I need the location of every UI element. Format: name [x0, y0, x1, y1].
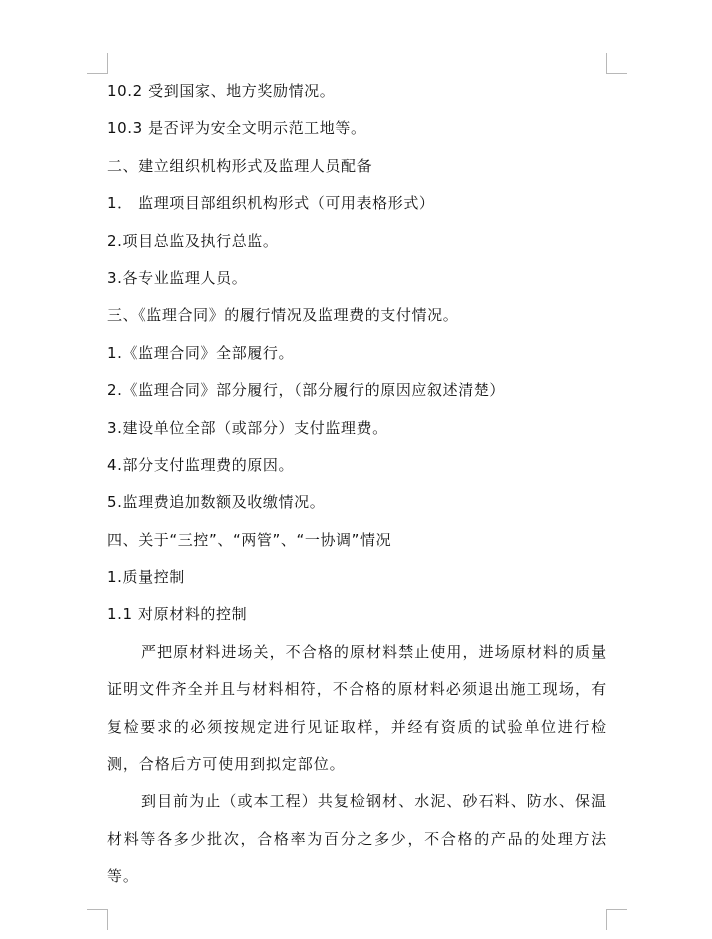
- list-item: 1． 监理项目部组织机构形式（可用表格形式）: [107, 194, 435, 213]
- list-item: 3.各专业监理人员。: [107, 268, 248, 287]
- document-body: [107, 78, 607, 896]
- crop-mark-top-right: [606, 53, 627, 74]
- crop-mark-bottom-right: [606, 909, 627, 930]
- list-item: 4.部分支付监理费的原因。: [107, 455, 295, 474]
- list-item: 3.建设单位全部（或部分）支付监理费。: [107, 418, 388, 437]
- section-heading-3: 三、《监理合同》的履行情况及监理费的支付情况。: [107, 306, 459, 325]
- list-item: 1.《监理合同》全部履行。: [107, 343, 295, 362]
- paragraph-raw-material-control: 严把原材料进场关，不合格的原材料禁止使用，进场原材料的质量证明文件齐全并且与材料相符，不合格的原材料必须退出施工现场，有复检要求的必须按规定进行见证取样，并经有资质的试验单位进行检测，合格后方可使用到拟定部位。: [107, 642, 607, 774]
- list-item: 2.《监理合同》部分履行，（部分履行的原因应叙述清楚）: [107, 381, 506, 400]
- section-heading-2: 二、建立组织机构形式及监理人员配备: [107, 156, 373, 175]
- crop-mark-top-left: [87, 53, 108, 74]
- section-heading-4: 四、关于“三控”、“两管”、“一协调”情况: [107, 530, 392, 549]
- crop-mark-bottom-left: [87, 909, 108, 930]
- list-item: 5.监理费追加数额及收缴情况。: [107, 493, 326, 512]
- subsection-heading-raw-materials: 1.1 对原材料的控制: [107, 605, 248, 624]
- item-10-2: 10.2 受到国家、地方奖励情况。: [107, 82, 336, 100]
- item-10-3: 10.3 是否评为安全文明示范工地等。: [107, 119, 367, 138]
- paragraph-retest-summary: 到目前为止（或本工程）共复检钢材、水泥、砂石料、防水、保温材料等各多少批次，合格率为百分之多少，不合格的产品的处理方法等。: [107, 792, 607, 886]
- subsection-heading-quality-control: 1.质量控制: [107, 568, 185, 587]
- list-item: 2.项目总监及执行总监。: [107, 231, 279, 250]
